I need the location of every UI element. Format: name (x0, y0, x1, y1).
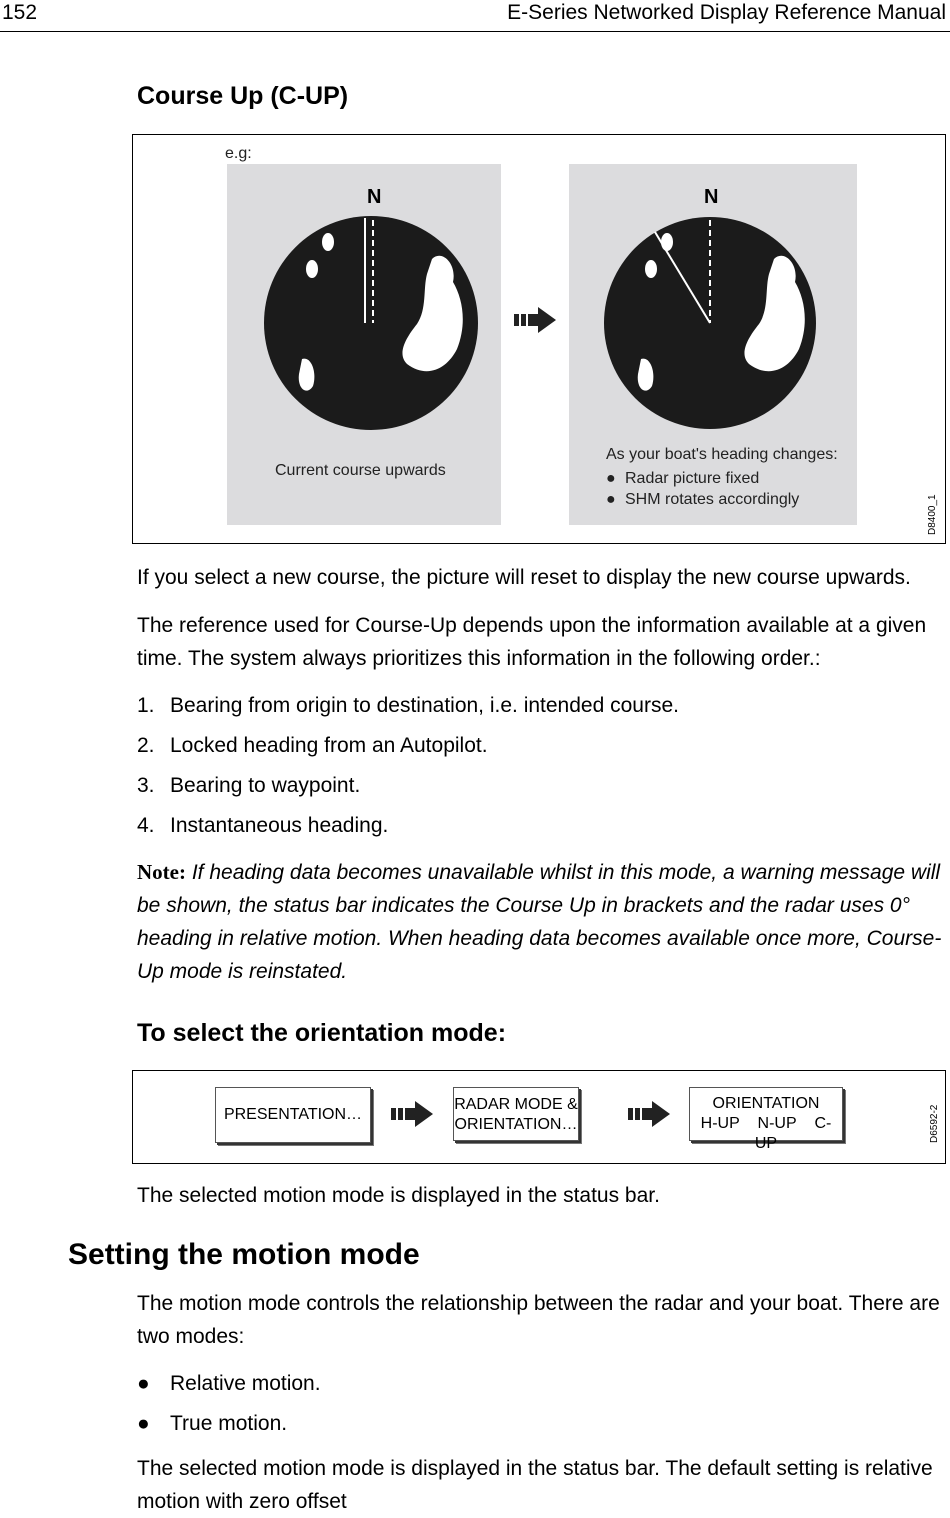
island-2 (645, 260, 657, 278)
option-h-up[interactable]: H-UP (700, 1115, 740, 1132)
list-item: 1. Bearing from origin to destination, i.e. intended course. (137, 694, 679, 717)
orientation-softkey[interactable]: ORIENTATION H-UP N-UP C-UP (689, 1087, 843, 1141)
section-heading-motion-mode: Setting the motion mode (68, 1238, 420, 1271)
eg-label: e.g: (225, 145, 252, 162)
north-label-right: N (704, 186, 719, 208)
presentation-softkey[interactable]: PRESENTATION… (215, 1087, 371, 1143)
right-caption-bullet-1: ● Radar picture fixed (606, 470, 760, 487)
option-n-up[interactable]: N-UP (757, 1115, 797, 1132)
list-item: 2. Locked heading from an Autopilot. (137, 734, 488, 757)
manual-title: E-Series Networked Display Reference Manual (507, 1, 946, 24)
note (137, 856, 943, 988)
paragraph: The motion mode controls the relationship between the radar and your boat. There are two modes: (137, 1292, 940, 1348)
header-rule (0, 31, 950, 32)
paragraph: The reference used for Course-Up depends upon the information available at a given time. The system always prioritizes this information in the following order.: (137, 614, 927, 670)
arrow-icon (389, 1099, 437, 1129)
right-caption-bullet-2: ● SHM rotates accordingly (606, 491, 800, 508)
paragraph: If you select a new course, the picture will reset to display the new course upwards. (137, 566, 911, 589)
section-heading-select-orientation: To select the orientation mode: (137, 1019, 507, 1047)
list-item: 3. Bearing to waypoint. (137, 774, 361, 797)
note-text: If heading data becomes unavailable whilst in this mode, a warning message will be shown, the status bar indicates the Course Up in brackets and the radar uses 0° heading in relative motion. When heading data becomes available once more, Course-Up mode is reinstated. (137, 861, 942, 983)
island-1 (322, 233, 334, 251)
paragraph: The selected motion mode is displayed in the status bar. The default setting is relative motion with zero offset (137, 1457, 933, 1513)
radar-mode-orientation-softkey[interactable]: RADAR MODE & ORIENTATION… (453, 1087, 579, 1141)
page-number: 152 (2, 1, 38, 24)
section-heading-course-up: Course Up (C-UP) (137, 82, 349, 110)
island-2 (306, 260, 318, 278)
arrow-icon (626, 1099, 674, 1129)
north-label-left: N (367, 186, 382, 208)
left-caption: Current course upwards (275, 462, 446, 479)
bullet-item: ● Relative motion. (137, 1372, 321, 1395)
paragraph: The selected motion mode is displayed in the status bar. (137, 1184, 660, 1207)
list-item: 4. Instantaneous heading. (137, 814, 389, 837)
figure-id: D8400_1 (927, 494, 938, 535)
bullet-item: ● True motion. (137, 1412, 288, 1435)
arrow-icon (512, 305, 560, 335)
right-radar-panel (569, 164, 857, 525)
island-1 (661, 233, 673, 251)
right-caption-title: As your boat's heading changes: (606, 446, 838, 463)
note-label: Note: (137, 860, 186, 884)
orientation-menu-figure (132, 1070, 946, 1164)
figure-id: D6592-2 (929, 1104, 940, 1143)
option-c-up[interactable]: C-UP (754, 1115, 832, 1152)
course-up-figure (132, 134, 946, 544)
left-radar-panel (227, 164, 501, 525)
